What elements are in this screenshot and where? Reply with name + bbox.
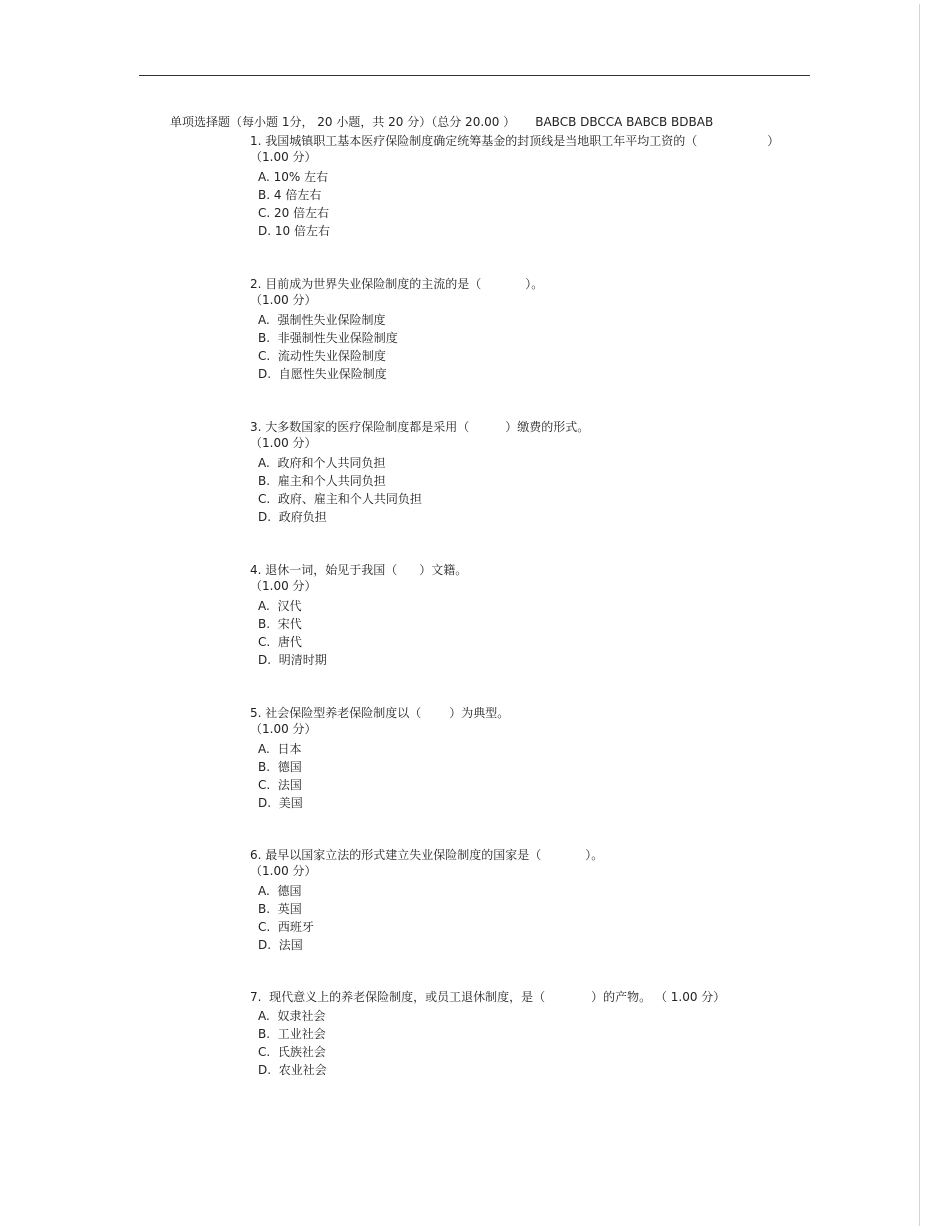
option-list [258, 597, 467, 669]
question-score: （1.00 分） [250, 579, 317, 593]
option-d[interactable] [258, 936, 603, 954]
option-a[interactable] [258, 597, 467, 615]
question-text: 社会保险型养老保险制度以（ [265, 706, 422, 720]
question-text: 目前成为世界失业保险制度的主流的是（ [265, 277, 482, 291]
option-a[interactable] [258, 168, 779, 186]
question-text-end: ） [767, 134, 780, 148]
answer-key: BABCB DBCCA BABCB BDBAB [535, 115, 714, 129]
option-d[interactable] [258, 222, 779, 240]
option-letter: D. [258, 653, 272, 667]
option-letter: D. [258, 510, 272, 524]
option-text: 英国 [277, 902, 302, 916]
question-6 [250, 847, 603, 954]
option-b[interactable] [258, 615, 467, 633]
option-text: 工业社会 [277, 1027, 326, 1041]
option-letter: D. [258, 1063, 272, 1077]
option-b[interactable] [258, 329, 543, 347]
option-d[interactable] [258, 651, 467, 669]
option-text: 氏族社会 [277, 1045, 326, 1059]
option-b[interactable] [258, 186, 779, 204]
option-c[interactable] [258, 1043, 725, 1061]
option-d[interactable] [258, 365, 543, 383]
question-number: 1. [250, 134, 262, 148]
option-letter: A. [258, 884, 270, 898]
option-text: 政府负担 [278, 510, 327, 524]
question-score: （1.00 分） [250, 150, 317, 164]
question-7 [250, 989, 725, 1079]
option-d[interactable] [258, 508, 589, 526]
question-stem [250, 276, 543, 292]
option-text: 德国 [277, 884, 302, 898]
option-letter: C. [258, 920, 271, 934]
option-letter: D. [258, 938, 272, 952]
question-stem [250, 562, 467, 578]
option-letter: A. [258, 599, 270, 613]
option-letter: C. [258, 492, 271, 506]
option-letter: A. [258, 170, 270, 184]
option-text: 法国 [278, 938, 303, 952]
question-stem [250, 847, 603, 863]
option-text: 政府和个人共同负担 [277, 456, 386, 470]
question-5 [250, 705, 509, 812]
option-text: 汉代 [277, 599, 302, 613]
option-text: 德国 [277, 760, 302, 774]
option-letter: D. [258, 367, 272, 381]
question-number: 7. [250, 990, 262, 1004]
option-letter: D. [258, 224, 272, 238]
question-number: 3. [250, 420, 262, 434]
page-edge [919, 4, 920, 1226]
section-title: 单项选择题（每小题 1分， 20 小题，共 20 分）（总分 20.00 ） [170, 115, 516, 129]
option-c[interactable] [258, 776, 509, 794]
option-list [258, 1007, 725, 1079]
question-score: （ 1.00 分） [654, 990, 726, 1004]
question-4 [250, 562, 467, 669]
option-text: 法国 [277, 778, 302, 792]
option-letter: A. [258, 742, 270, 756]
option-text: 雇主和个人共同负担 [277, 474, 386, 488]
option-text: 20 倍左右 [274, 206, 330, 220]
option-letter: B. [258, 902, 271, 916]
question-number: 6. [250, 848, 262, 862]
option-letter: C. [258, 206, 271, 220]
option-c[interactable] [258, 918, 603, 936]
question-score: （1.00 分） [250, 722, 317, 736]
option-text: 宋代 [277, 617, 302, 631]
option-list [258, 882, 603, 954]
question-text: 退休一词，始见于我国（ [265, 563, 398, 577]
option-letter: B. [258, 474, 271, 488]
option-letter: C. [258, 635, 271, 649]
question-stem [250, 419, 589, 435]
question-stem [250, 705, 509, 721]
option-text: 日本 [277, 742, 302, 756]
option-text: 10% 左右 [273, 170, 329, 184]
question-2 [250, 276, 543, 383]
option-text: 西班牙 [277, 920, 314, 934]
option-letter: B. [258, 760, 271, 774]
option-letter: B. [258, 331, 271, 345]
question-stem [250, 133, 779, 149]
option-text: 明清时期 [278, 653, 327, 667]
question-text: 现代意义上的养老保险制度，或员工退休制度，是（ [269, 990, 546, 1004]
option-b[interactable] [258, 472, 589, 490]
option-letter: C. [258, 1045, 271, 1059]
option-d[interactable] [258, 794, 509, 812]
option-text: 强制性失业保险制度 [277, 313, 386, 327]
question-score: （1.00 分） [250, 293, 317, 307]
option-text: 流动性失业保险制度 [277, 349, 386, 363]
option-letter: B. [258, 617, 271, 631]
option-c[interactable] [258, 633, 467, 651]
option-c[interactable] [258, 347, 543, 365]
question-1 [250, 133, 779, 240]
question-number: 2. [250, 277, 262, 291]
option-text: 4 倍左右 [273, 188, 322, 202]
option-a[interactable] [258, 882, 603, 900]
section-header [170, 114, 713, 130]
option-letter: B. [258, 188, 271, 202]
question-score: （1.00 分） [250, 436, 317, 450]
question-text-end: ）文籍。 [419, 563, 468, 577]
option-list [258, 168, 779, 240]
option-text: 奴隶社会 [277, 1009, 326, 1023]
option-text: 美国 [278, 796, 303, 810]
question-text-end: ）的产物。 [591, 990, 652, 1004]
option-text: 政府、雇主和个人共同负担 [277, 492, 422, 506]
option-b[interactable] [258, 758, 509, 776]
question-text-end: ）缴费的形式。 [505, 420, 590, 434]
option-d[interactable] [258, 1061, 725, 1079]
option-a[interactable] [258, 740, 509, 758]
option-list [258, 311, 543, 383]
question-number: 4. [250, 563, 262, 577]
option-letter: C. [258, 349, 271, 363]
option-text: 非强制性失业保险制度 [277, 331, 398, 345]
header-rule [139, 75, 810, 76]
question-text: 最早以国家立法的形式建立失业保险制度的国家是（ [265, 848, 542, 862]
option-list [258, 454, 589, 526]
question-text-end: ）。 [585, 848, 604, 862]
question-text: 我国城镇职工基本医疗保险制度确定统筹基金的封顶线是当地职工年平均工资的（ [265, 134, 698, 148]
option-letter: C. [258, 778, 271, 792]
option-letter: A. [258, 456, 270, 470]
option-letter: A. [258, 1009, 270, 1023]
option-text: 10 倍左右 [274, 224, 330, 238]
option-list [258, 740, 509, 812]
option-c[interactable] [258, 204, 779, 222]
question-3 [250, 419, 589, 526]
question-score: （1.00 分） [250, 864, 317, 878]
option-letter: A. [258, 313, 270, 327]
option-a[interactable] [258, 311, 543, 329]
question-stem [250, 989, 725, 1005]
option-letter: D. [258, 796, 272, 810]
option-b[interactable] [258, 900, 603, 918]
option-text: 农业社会 [278, 1063, 327, 1077]
option-text: 唐代 [277, 635, 302, 649]
question-text-end: ）为典型。 [449, 706, 510, 720]
question-text: 大多数国家的医疗保险制度都是采用（ [265, 420, 470, 434]
option-text: 自愿性失业保险制度 [278, 367, 387, 381]
option-b[interactable] [258, 1025, 725, 1043]
option-c[interactable] [258, 490, 589, 508]
option-a[interactable] [258, 1007, 725, 1025]
question-text-end: ）。 [525, 277, 544, 291]
option-letter: B. [258, 1027, 271, 1041]
option-a[interactable] [258, 454, 589, 472]
question-number: 5. [250, 706, 262, 720]
